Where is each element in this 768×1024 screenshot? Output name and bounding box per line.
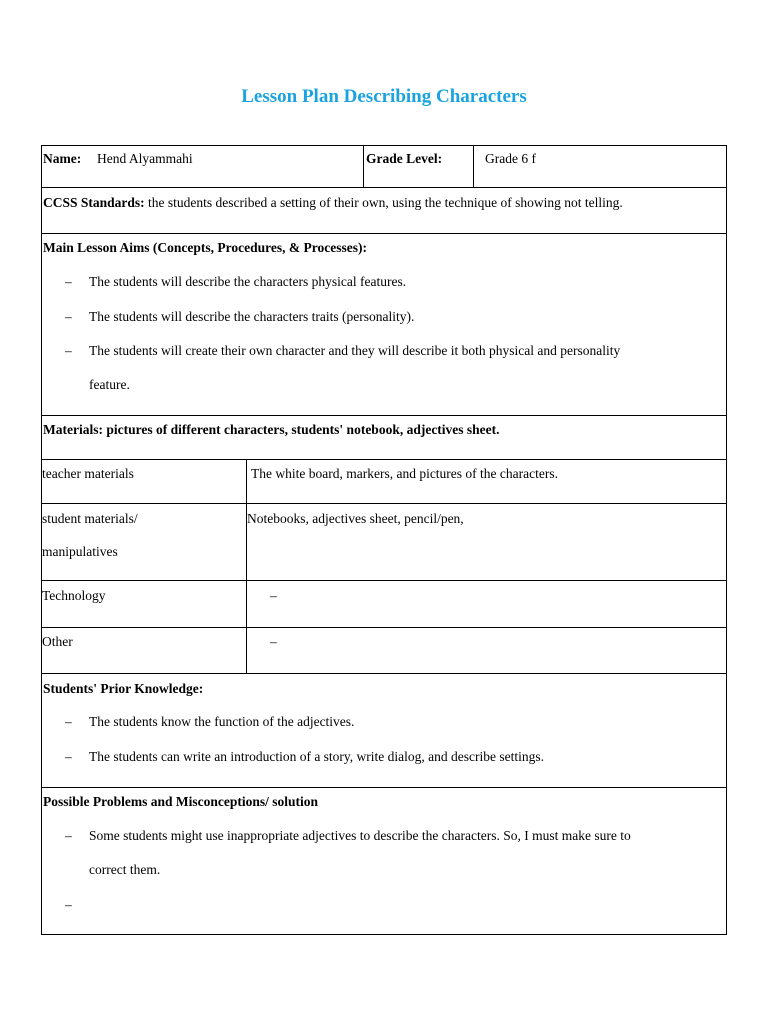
materials-row-value: – xyxy=(270,588,277,603)
aim-item: The students will describe the characters physical features. xyxy=(89,274,407,289)
bullet-dash: – xyxy=(65,274,72,289)
bullet-dash: – xyxy=(65,343,72,358)
ccss-label: CCSS Standards: xyxy=(43,195,145,210)
aim-item: The students will create their own character and they will describe it both physical and personality xyxy=(89,343,621,358)
materials-row-label: student materials/ xyxy=(42,511,138,526)
materials-row-value: – xyxy=(270,634,277,649)
prior-heading: Students' Prior Knowledge: xyxy=(43,681,204,696)
materials-row-label-continued: manipulatives xyxy=(42,544,118,559)
materials-row-label: Other xyxy=(42,634,73,649)
bullet-dash: – xyxy=(65,828,72,843)
materials-row-label: Technology xyxy=(42,588,106,603)
ccss-row xyxy=(43,195,623,211)
problem-item-continued: correct them. xyxy=(89,862,161,877)
prior-item: The students can write an introduction of a story, write dialog, and describe settings. xyxy=(89,749,545,764)
prior-item: The students know the function of the adjectives. xyxy=(89,714,355,729)
bullet-dash: – xyxy=(65,749,72,764)
problems-heading: Possible Problems and Misconceptions/ solution xyxy=(43,794,319,809)
materials-row-value: Notebooks, adjectives sheet, pencil/pen, xyxy=(247,511,464,526)
page-title: Lesson Plan Describing Characters xyxy=(241,86,527,107)
grade-value: Grade 6 f xyxy=(485,151,536,166)
aim-item: The students will describe the characters traits (personality). xyxy=(89,309,415,324)
problem-item: Some students might use inappropriate adjectives to describe the characters. So, I must make sure to xyxy=(89,828,631,843)
aim-item-continued: feature. xyxy=(89,377,130,392)
grade-label: Grade Level: xyxy=(366,151,443,166)
materials-row-label: teacher materials xyxy=(42,466,134,481)
ccss-text: the students described a setting of their own, using the technique of showing not telling. xyxy=(148,195,623,210)
name-value: Hend Alyammahi xyxy=(97,151,193,166)
aims-heading: Main Lesson Aims (Concepts, Procedures, & Processes): xyxy=(43,240,367,255)
name-label: Name: xyxy=(43,151,82,166)
bullet-dash: – xyxy=(65,309,72,324)
bullet-dash: – xyxy=(65,897,72,912)
bullet-dash: – xyxy=(65,714,72,729)
materials-row-value: The white board, markers, and pictures of the characters. xyxy=(251,466,558,481)
materials-heading: Materials: pictures of different characters, students' notebook, adjectives sheet. xyxy=(43,422,500,437)
